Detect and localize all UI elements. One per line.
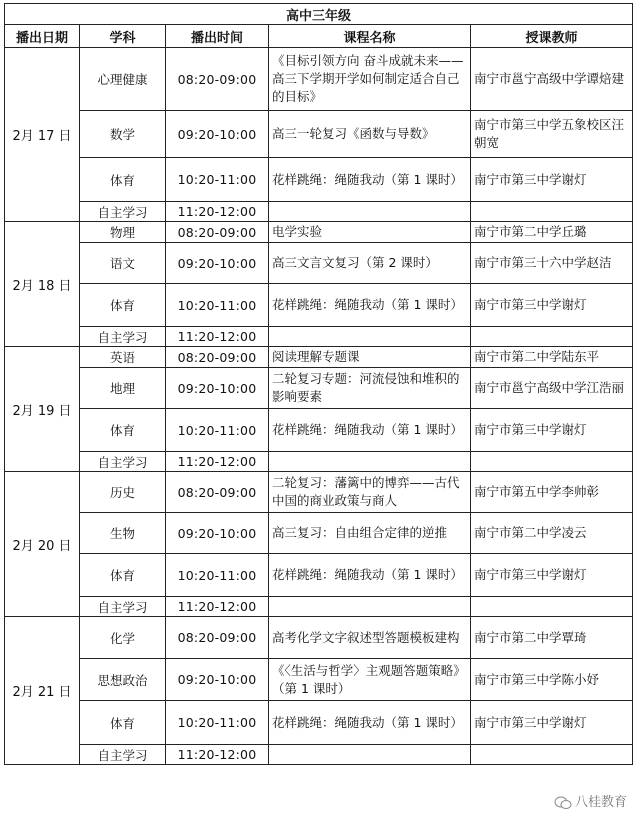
table-row <box>5 368 633 409</box>
course-cell <box>269 202 471 222</box>
date-cell: 2月 18 日 <box>5 222 80 347</box>
time-cell <box>166 202 269 222</box>
time-cell-text: 11:20-12:00 <box>177 204 257 219</box>
course-cell-text: 花样跳绳：绳随我动（第 1 课时） <box>272 297 463 312</box>
table-row <box>5 597 633 617</box>
table-row <box>5 48 633 111</box>
time-cell <box>166 472 269 513</box>
subject-cell-text: 化学 <box>109 630 135 646</box>
subject-cell <box>80 617 166 659</box>
course-cell-text: 二轮复习专题：河流侵蚀和堆积的影响要素 <box>272 371 460 404</box>
teacher-cell <box>471 202 633 222</box>
course-cell <box>269 617 471 659</box>
teacher-cell-text: 南宁市第二中学陆东平 <box>474 349 600 364</box>
time-cell-text: 11:20-12:00 <box>177 747 257 762</box>
time-cell <box>166 701 269 745</box>
teacher-cell <box>471 659 633 701</box>
table-row <box>5 452 633 472</box>
date-cell: 2月 19 日 <box>5 347 80 472</box>
course-cell <box>269 409 471 452</box>
course-cell <box>269 284 471 327</box>
subject-cell-text: 体育 <box>109 568 135 583</box>
course-cell <box>269 48 471 111</box>
course-cell <box>269 701 471 745</box>
course-cell <box>269 472 471 513</box>
table-row <box>5 745 633 765</box>
time-cell <box>166 452 269 472</box>
teacher-cell <box>471 409 633 452</box>
teacher-cell <box>471 284 633 327</box>
time-cell-text: 09:20-10:00 <box>177 126 257 142</box>
teacher-cell-text: 南宁市邕宁高级中学江浩丽 <box>474 380 625 395</box>
teacher-cell <box>471 111 633 158</box>
teacher-cell-text: 南宁市第三中学陈小妤 <box>474 671 600 687</box>
course-cell-text: 《〈生活与哲学〉主观题答题策略》（第 1 课时） <box>272 662 466 696</box>
time-cell <box>166 327 269 347</box>
time-cell <box>166 158 269 202</box>
teacher-cell-text: 南宁市第二中学凌云 <box>474 525 587 540</box>
subject-cell-text: 自主学习 <box>97 747 148 763</box>
course-cell <box>269 111 471 158</box>
subject-cell-text: 地理 <box>109 381 135 396</box>
time-cell-text: 09:20-10:00 <box>177 380 257 396</box>
header-row <box>5 25 633 48</box>
table-row <box>5 472 633 513</box>
table-row <box>5 111 633 158</box>
subject-cell-text: 思想政治 <box>97 672 148 688</box>
subject-cell <box>80 158 166 202</box>
teacher-cell-text: 南宁市第二中学丘璐 <box>474 224 587 239</box>
table-row <box>5 243 633 284</box>
teacher-cell <box>471 472 633 513</box>
subject-cell-text: 体育 <box>109 298 135 313</box>
header-time: 播出时间 <box>166 25 269 48</box>
subject-cell-text: 体育 <box>109 423 135 438</box>
course-cell-text: 花样跳绳：绳随我动（第 1 课时） <box>272 567 463 582</box>
course-cell-text: 高考化学文字叙述型答题模板建构 <box>272 629 460 645</box>
course-cell <box>269 597 471 617</box>
time-cell-text: 09:20-10:00 <box>177 525 257 541</box>
table-row <box>5 347 633 368</box>
table-row <box>5 158 633 202</box>
teacher-cell <box>471 327 633 347</box>
subject-cell <box>80 554 166 597</box>
time-cell <box>166 659 269 701</box>
teacher-cell <box>471 222 633 243</box>
teacher-cell <box>471 243 633 284</box>
time-cell-text: 09:20-10:00 <box>177 255 257 271</box>
time-cell-text: 08:20-09:00 <box>177 224 257 240</box>
time-cell-text: 10:20-11:00 <box>177 567 257 583</box>
teacher-cell-text: 南宁市第三中学谢灯 <box>474 567 587 582</box>
teacher-cell-text: 南宁市第三中学谢灯 <box>474 714 587 730</box>
course-cell-text: 《目标引领方向 奋斗成就未来——高三下学期开学如何制定适合自己的目标》 <box>272 53 464 104</box>
course-cell <box>269 222 471 243</box>
subject-cell <box>80 745 166 765</box>
table-row <box>5 202 633 222</box>
teacher-cell-text: 南宁市第三中学谢灯 <box>474 171 587 187</box>
subject-cell-text: 数学 <box>109 127 135 142</box>
time-cell <box>166 243 269 284</box>
course-cell-text: 电学实验 <box>272 224 323 239</box>
time-cell <box>166 111 269 158</box>
time-cell-text: 11:20-12:00 <box>177 454 257 469</box>
subject-cell-text: 自主学习 <box>97 454 148 470</box>
table-row <box>5 409 633 452</box>
teacher-cell <box>471 745 633 765</box>
subject-cell <box>80 347 166 368</box>
header-date: 播出日期 <box>5 25 80 48</box>
course-cell <box>269 513 471 554</box>
course-cell <box>269 347 471 368</box>
teacher-cell-text: 南宁市第三中学谢灯 <box>474 422 587 437</box>
header-course: 课程名称 <box>269 25 471 48</box>
time-cell-text: 10:20-11:00 <box>177 297 257 313</box>
time-cell-text: 10:20-11:00 <box>177 715 257 730</box>
course-cell-text: 二轮复习：藩篱中的博弈——古代中国的商业政策与商人 <box>272 475 460 508</box>
time-cell-text: 11:20-12:00 <box>177 329 257 344</box>
time-cell <box>166 48 269 111</box>
teacher-cell-text: 南宁市邕宁高级中学谭焙建 <box>474 71 625 86</box>
subject-cell <box>80 202 166 222</box>
teacher-cell <box>471 617 633 659</box>
teacher-cell-text: 南宁市第三中学谢灯 <box>474 297 587 312</box>
subject-cell <box>80 111 166 158</box>
subject-cell-text: 自主学习 <box>97 599 148 615</box>
time-cell <box>166 284 269 327</box>
teacher-cell <box>471 452 633 472</box>
watermark-text: 八桂教育 <box>574 795 627 810</box>
time-cell-text: 08:20-09:00 <box>177 71 257 87</box>
date-cell: 2月 20 日 <box>5 472 80 617</box>
time-cell-text: 10:20-11:00 <box>177 422 257 438</box>
time-cell-text: 08:20-09:00 <box>177 349 257 365</box>
course-cell-text: 阅读理解专题课 <box>272 349 360 364</box>
subject-cell <box>80 48 166 111</box>
subject-cell <box>80 327 166 347</box>
subject-cell <box>80 701 166 745</box>
course-cell <box>269 452 471 472</box>
subject-cell <box>80 659 166 701</box>
subject-cell-text: 自主学习 <box>97 329 148 345</box>
course-cell <box>269 745 471 765</box>
subject-cell <box>80 368 166 409</box>
subject-cell <box>80 452 166 472</box>
time-cell-text: 09:20-10:00 <box>177 672 257 687</box>
table-title: 高中三年级 <box>5 4 633 25</box>
subject-cell-text: 历史 <box>109 485 135 500</box>
subject-cell <box>80 472 166 513</box>
time-cell <box>166 745 269 765</box>
subject-cell-text: 物理 <box>109 225 135 240</box>
title-row <box>5 4 633 25</box>
course-cell-text: 高三一轮复习《函数与导数》 <box>272 126 435 141</box>
table-row <box>5 284 633 327</box>
teacher-cell <box>471 701 633 745</box>
teacher-cell <box>471 597 633 617</box>
teacher-cell-text: 南宁市第五中学李帅彰 <box>474 484 600 499</box>
subject-cell <box>80 222 166 243</box>
teacher-cell <box>471 48 633 111</box>
subject-cell-text: 生物 <box>109 526 135 541</box>
table-row <box>5 617 633 659</box>
subject-cell <box>80 513 166 554</box>
time-cell <box>166 597 269 617</box>
subject-cell-text: 体育 <box>109 715 135 731</box>
course-cell <box>269 659 471 701</box>
time-cell <box>166 513 269 554</box>
course-cell <box>269 554 471 597</box>
course-cell <box>269 327 471 347</box>
table-row <box>5 222 633 243</box>
subject-cell-text: 心理健康 <box>97 72 148 87</box>
course-cell-text: 花样跳绳：绳随我动（第 1 课时） <box>272 714 463 730</box>
subject-cell-text: 语文 <box>109 256 135 271</box>
teacher-cell <box>471 513 633 554</box>
course-cell <box>269 368 471 409</box>
time-cell-text: 10:20-11:00 <box>177 172 257 187</box>
table-row <box>5 327 633 347</box>
table-row <box>5 659 633 701</box>
course-cell-text: 高三复习：自由组合定律的逆推 <box>272 525 448 540</box>
course-cell <box>269 158 471 202</box>
time-cell <box>166 554 269 597</box>
table-row <box>5 554 633 597</box>
subject-cell <box>80 243 166 284</box>
teacher-cell <box>471 347 633 368</box>
teacher-cell-text: 南宁市第三中学五象校区汪朝宽 <box>474 117 625 150</box>
subject-cell-text: 体育 <box>109 172 135 188</box>
time-cell <box>166 409 269 452</box>
header-teacher: 授课教师 <box>471 25 633 48</box>
subject-cell <box>80 597 166 617</box>
course-cell-text: 花样跳绳：绳随我动（第 1 课时） <box>272 422 463 437</box>
time-cell-text: 08:20-09:00 <box>177 630 257 645</box>
course-cell <box>269 243 471 284</box>
table-row <box>5 513 633 554</box>
teacher-cell <box>471 368 633 409</box>
table-row <box>5 701 633 745</box>
watermark <box>554 791 627 810</box>
subject-cell-text: 英语 <box>109 350 135 365</box>
time-cell-text: 11:20-12:00 <box>177 599 257 614</box>
teacher-cell-text: 南宁市第三十六中学赵洁 <box>474 255 612 270</box>
wechat-icon <box>554 796 572 810</box>
teacher-cell <box>471 554 633 597</box>
time-cell <box>166 368 269 409</box>
date-cell: 2月 21 日 <box>5 617 80 765</box>
time-cell <box>166 347 269 368</box>
date-cell: 2月 17 日 <box>5 48 80 222</box>
subject-cell <box>80 409 166 452</box>
header-subject: 学科 <box>80 25 166 48</box>
course-cell-text: 花样跳绳：绳随我动（第 1 课时） <box>272 171 463 187</box>
subject-cell-text: 自主学习 <box>97 204 148 220</box>
schedule-table <box>4 3 633 765</box>
time-cell-text: 08:20-09:00 <box>177 484 257 500</box>
teacher-cell <box>471 158 633 202</box>
time-cell <box>166 222 269 243</box>
teacher-cell-text: 南宁市第二中学覃琦 <box>474 629 587 645</box>
subject-cell <box>80 284 166 327</box>
course-cell-text: 高三文言文复习（第 2 课时） <box>272 255 438 270</box>
time-cell <box>166 617 269 659</box>
